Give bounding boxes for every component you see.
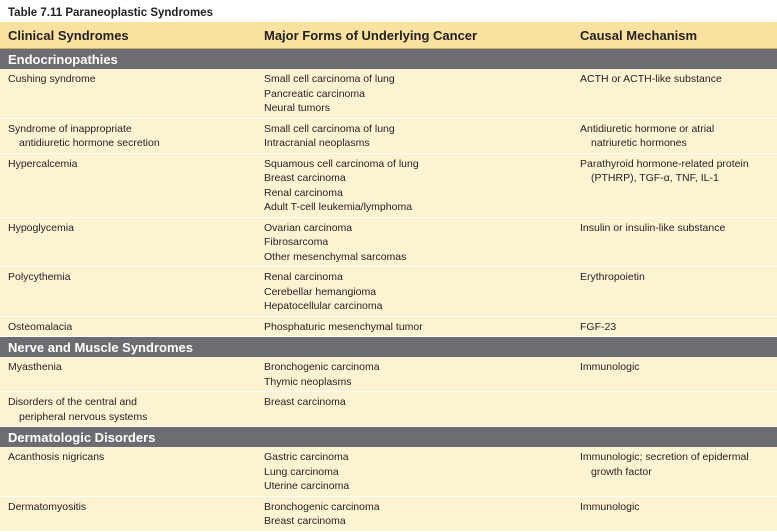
- cell-text-line: Uterine carcinoma: [264, 480, 350, 492]
- cell-text-line: Bronchogenic carcinoma: [264, 500, 380, 513]
- cell-text-line: Ovarian carcinoma: [264, 221, 353, 234]
- cell-text-line: Adult T-cell leukemia/lymphoma: [264, 201, 413, 213]
- table-row: [0, 69, 777, 118]
- cell-text-line: Breast carcinoma: [264, 172, 346, 184]
- clinical-syndrome-cell: [0, 267, 256, 317]
- section-title: Nerve and Muscle Syndromes: [0, 337, 777, 358]
- cell-text-line: Other mesenchymal sarcomas: [264, 250, 407, 263]
- cell-text-line: Immunologic: [580, 361, 640, 373]
- cell-text-line: Breast carcinoma: [264, 515, 346, 527]
- section-title: Endocrinopathies: [0, 49, 777, 70]
- header-causal-mechanism: Causal Mechanism: [572, 22, 777, 49]
- table-row: [0, 316, 777, 337]
- underlying-cancer-cell: [256, 357, 572, 392]
- section-header-row: [0, 337, 777, 358]
- cell-text-line: Small cell carcinoma of lung: [264, 122, 395, 135]
- cell-text-line: Thymic neoplasms: [264, 375, 352, 388]
- cell-text-line: Acanthosis nigricans: [8, 451, 105, 463]
- cell-text-line: Phosphaturic mesenchymal tumor: [264, 320, 423, 333]
- underlying-cancer-cell: [256, 267, 572, 317]
- underlying-cancer-cell: [256, 316, 572, 337]
- cell-text-line: Myasthenia: [8, 361, 62, 373]
- cell-text-line: Osteomalacia: [8, 320, 73, 333]
- cell-text-line: Immunologic: [580, 500, 640, 513]
- table-row: [0, 217, 777, 267]
- cell-text-line: Pancreatic carcinoma: [264, 87, 365, 100]
- cell-text-line: Antidiuretic hormone or atrial: [580, 122, 715, 135]
- cell-text-line: Polycythemia: [8, 271, 71, 283]
- table-row: [0, 267, 777, 317]
- cell-text-line: Gastric carcinoma: [264, 451, 349, 463]
- header-row: [0, 22, 777, 49]
- cell-text-line: Intracranial neoplasms: [264, 137, 370, 149]
- cell-text-line: Renal carcinoma: [264, 186, 343, 199]
- cell-text-line: Neural tumors: [264, 102, 330, 114]
- cell-text-line: antidiuretic hormone secretion: [19, 137, 160, 149]
- cell-text-line: Hypoglycemia: [8, 221, 74, 234]
- clinical-syndrome-cell: [0, 153, 256, 217]
- table-row: [0, 357, 777, 392]
- clinical-syndrome-cell: [0, 392, 256, 427]
- table-row: [0, 153, 777, 217]
- clinical-syndrome-cell: [0, 217, 256, 267]
- causal-mechanism-cell: [572, 392, 777, 427]
- table-row: [0, 447, 777, 496]
- cell-text-line: Small cell carcinoma of lung: [264, 73, 395, 85]
- section-header-row: [0, 49, 777, 70]
- clinical-syndrome-cell: [0, 357, 256, 392]
- underlying-cancer-cell: [256, 69, 572, 118]
- table-title: Table 7.11 Paraneoplastic Syndromes: [8, 7, 213, 19]
- underlying-cancer-cell: [256, 496, 572, 531]
- cell-text-line: Breast carcinoma: [264, 396, 346, 408]
- table-row: [0, 392, 777, 427]
- underlying-cancer-cell: [256, 118, 572, 153]
- causal-mechanism-cell: [572, 447, 777, 496]
- section-title: Dermatologic Disorders: [0, 427, 777, 448]
- causal-mechanism-cell: [572, 267, 777, 317]
- cell-text-line: Cerebellar hemangioma: [264, 285, 377, 298]
- cell-text-line: ACTH or ACTH-like substance: [580, 73, 722, 85]
- underlying-cancer-cell: [256, 153, 572, 217]
- cell-text-line: Renal carcinoma: [264, 271, 343, 283]
- table-row: [0, 118, 777, 153]
- cell-text-line: Syndrome of inappropriate: [8, 122, 132, 135]
- causal-mechanism-cell: [572, 496, 777, 531]
- cell-text-line: Lung carcinoma: [264, 465, 339, 478]
- cell-text-line: FGF-23: [580, 320, 617, 333]
- cell-text-line: Parathyroid hormone-related protein: [580, 157, 749, 170]
- causal-mechanism-cell: [572, 153, 777, 217]
- cell-text-line: Fibrosarcoma: [264, 236, 329, 248]
- cell-text-line: Erythropoietin: [580, 271, 645, 283]
- header-clinical-syndromes: Clinical Syndromes: [0, 22, 256, 49]
- clinical-syndrome-cell: [0, 69, 256, 118]
- causal-mechanism-cell: [572, 357, 777, 392]
- cell-text-line: Hepatocellular carcinoma: [264, 300, 383, 312]
- header-underlying-cancer: Major Forms of Underlying Cancer: [256, 22, 572, 49]
- cell-text-line: Insulin or insulin-like substance: [580, 221, 726, 234]
- cell-text-line: Disorders of the central and: [8, 396, 137, 408]
- cell-text-line: Cushing syndrome: [8, 73, 96, 85]
- cell-text-line: peripheral nervous systems: [19, 410, 148, 423]
- cell-text-line: Dermatomyositis: [8, 500, 87, 513]
- causal-mechanism-cell: [572, 316, 777, 337]
- underlying-cancer-cell: [256, 392, 572, 427]
- causal-mechanism-cell: [572, 118, 777, 153]
- underlying-cancer-cell: [256, 217, 572, 267]
- table-row: [0, 496, 777, 531]
- cell-text-line: (PTHRP), TGF-α, TNF, IL-1: [591, 172, 719, 184]
- clinical-syndrome-cell: [0, 447, 256, 496]
- clinical-syndrome-cell: [0, 496, 256, 531]
- paraneoplastic-syndromes-table: [0, 22, 777, 532]
- section-header-row: [0, 427, 777, 448]
- cell-text-line: Immunologic; secretion of epidermal: [580, 451, 749, 463]
- clinical-syndrome-cell: [0, 316, 256, 337]
- cell-text-line: growth factor: [591, 465, 652, 478]
- causal-mechanism-cell: [572, 69, 777, 118]
- cell-text-line: Bronchogenic carcinoma: [264, 361, 380, 373]
- cell-text-line: Squamous cell carcinoma of lung: [264, 157, 419, 170]
- clinical-syndrome-cell: [0, 118, 256, 153]
- underlying-cancer-cell: [256, 447, 572, 496]
- causal-mechanism-cell: [572, 217, 777, 267]
- cell-text-line: Hypercalcemia: [8, 157, 78, 170]
- cell-text-line: natriuretic hormones: [591, 137, 687, 149]
